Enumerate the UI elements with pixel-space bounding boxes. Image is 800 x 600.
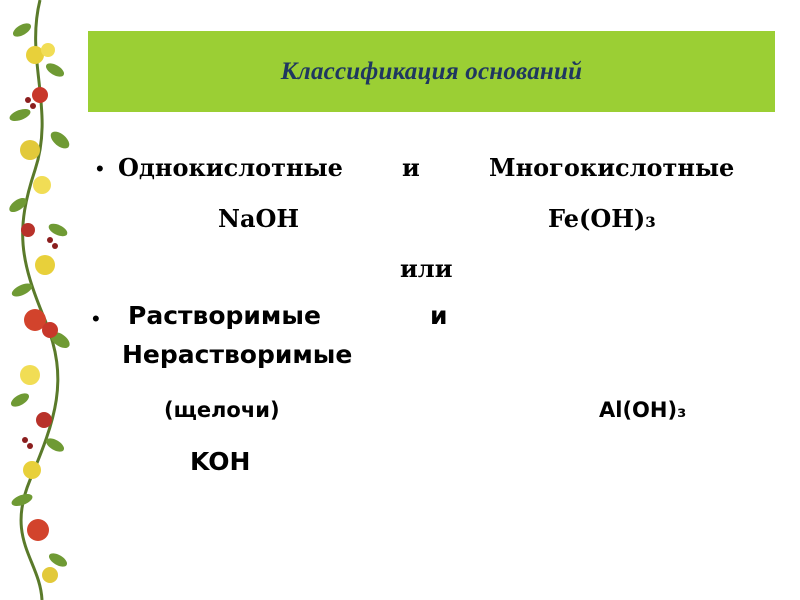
slide-title: Классификация оснований (280, 57, 583, 85)
example-fe-oh-3: Fe(OH)₃ (548, 204, 656, 233)
title-banner (88, 31, 775, 112)
example-naoh: NaOH (218, 204, 300, 233)
connector-and-1: и (402, 153, 420, 182)
note-alkalis: (щелочи) (164, 398, 280, 422)
term-insoluble: Нерастворимые (122, 340, 353, 369)
term-soluble: Растворимые (128, 301, 321, 330)
or-text: или (400, 254, 453, 283)
bullet-2: • (92, 306, 100, 331)
bullet-1: • (96, 156, 104, 181)
connector-and-2: и (430, 301, 448, 330)
example-koh: KOH (190, 447, 251, 476)
floral-border-decoration (0, 0, 80, 600)
term-monoacidic: Однокислотные (118, 153, 343, 182)
example-al-oh-3: Al(OH)₃ (599, 398, 687, 422)
term-polyacidic: Многокислотные (489, 153, 735, 182)
